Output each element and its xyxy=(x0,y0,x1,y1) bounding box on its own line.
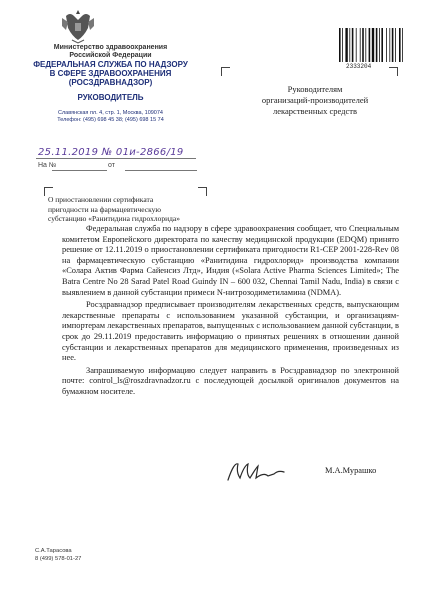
executor-info xyxy=(35,548,81,563)
handwritten-signature xyxy=(224,458,290,484)
reference-number-label: На № xyxy=(38,162,57,169)
recipient-corner-mark-right xyxy=(389,67,398,76)
handwritten-date-number: 25.11.2019 № 01и-2866/19 xyxy=(38,147,184,158)
letter-body xyxy=(62,224,399,400)
barcode-number: 2333204 xyxy=(346,63,372,70)
letterhead-head-title: РУКОВОДИТЕЛЬ xyxy=(77,93,144,102)
recipient-block: Руководителям организаций-производителей лекарственных средств xyxy=(261,84,369,116)
date-number-underline xyxy=(36,158,196,159)
body-paragraph-3: Запрашиваемую информацию следует направить в Росздравнадзор по электронной почте: control_ls@roszdravnadzor.ru с последующей досылкой оригиналов документов на бумажном носителе. xyxy=(62,365,399,396)
executor-phone: 8 (499) 578-01-27 xyxy=(35,555,82,562)
agency-address: Славянская пл. 4, стр. 1, Москва, 109074 Телефон: (495) 698 45 38; (495) 698 15 74 xyxy=(57,110,164,123)
body-paragraph-2: Росздравнадзор предписывает производителям лекарственных средств, выпускающим лекарственные препараты с использованием указанной субстанции, и организациям-импортерам лекарственных препаратов, выпущенных с использованием данной субстанции, в срок до 29.11.2019 предоставить информацию о принятых решениях в отношении данной субстанции и лекарственных препаратов для медицинского применения, произведенных из нее. xyxy=(62,300,399,363)
executor-name: С.А.Тарасова xyxy=(35,548,72,554)
barcode xyxy=(338,28,410,62)
reference-date-blank xyxy=(125,170,197,171)
coat-of-arms-emblem xyxy=(60,6,96,44)
ministry-name: Министерство здравоохранения Российской Федерации xyxy=(53,44,168,59)
agency-name: ФЕДЕРАЛЬНАЯ СЛУЖБА ПО НАДЗОРУ В СФЕРЕ ЗДРАВООХРАНЕНИЯ (РОСЗДРАВНАДЗОР) xyxy=(33,60,188,87)
signatory-name: М.А.Мурашко xyxy=(325,466,377,475)
reference-number-blank xyxy=(52,170,107,171)
reference-date-label: от xyxy=(108,162,115,169)
subject-line: О приостановлении сертификата пригодности на фармацевтическую субстанцию «Ранитидина гидрохлорида» xyxy=(48,195,180,223)
recipient-corner-mark-left xyxy=(221,67,230,76)
body-paragraph-1: Федеральная служба по надзору в сфере здравоохранения сообщает, что Специальным комитетом Европейского директората по качеству медицинской продукции (EDQM) принято решение от 12.11.2019 о приостановлении сертификата пригодности R1-CEP 2001-228-Rev 08 на фармацевтическую субстанцию «Ранитидина гидрохлорид» производства компании «Солара Актив Фарма Сайенсиз Лтд», Индия («Solara Active Pharma Sciences Limited»; The Batra Centre No 28 Sarad Patel Road Guindy IN – 600 032, Chennai Tamil Nadu, India) в связи с выявлением в данной субстанции примеси N-нитрозодиметиламина (NDMA). xyxy=(62,224,399,297)
